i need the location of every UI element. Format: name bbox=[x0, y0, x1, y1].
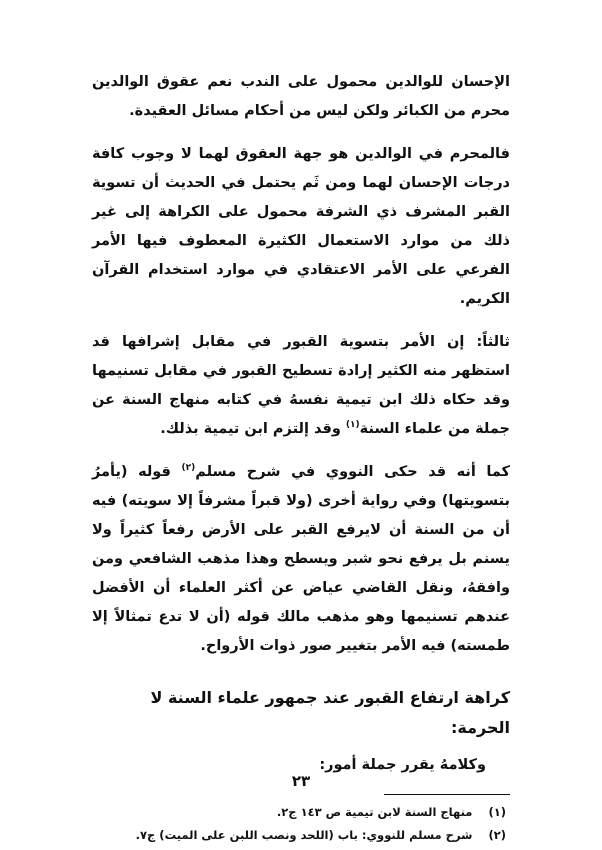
paragraph-3 bbox=[92, 328, 510, 444]
footnote-2 bbox=[92, 824, 510, 847]
paragraph-1 bbox=[92, 68, 510, 126]
paragraph-4-text-b: قوله (يأمرُ بتسويتها) وفي رواية أخرى (ولا قبراً مشرفاً إلا سويته) فيه أن من السنة أن لايرفع القبر على الأرض رفعاً كثيراً ولا يسنم بل يرفع نحو شبر ويسطح وهذا مذهب الشافعي ومن وافقهُ، ونقل القاضي عياض عن أكثر العلماء أن الأفضل عندهم تسنيمها وهو مذهب مالك قوله (أن لا تدع تمثالاً إلا طمسته) فيه الأمر بتغيير صور ذوات الأرواح. bbox=[92, 464, 510, 654]
footnote-2-text: شرح مسلم للنووي: باب (اللحد ونصب اللبن على الميت) ج٧. bbox=[135, 828, 473, 842]
paragraph-1-text: الإحسان للوالدين محمول على الندب نعم عقوق الوالدين محرم من الكبائر ولكن ليس من أحكام مسائل العقيدة. bbox=[92, 74, 510, 119]
paragraph-4 bbox=[92, 458, 510, 661]
closing-line: وكلامهُ يقرر جملة أمور: bbox=[319, 757, 486, 773]
paragraph-2-text: فالمحرم في الوالدين هو جهة العقوق لهما لا وجوب كافة درجات الإحسان لهما ومن ثَم يحتمل في الحديث أن تسوية القبر المشرف ذي الشرفة محمول على الكراهة إلى غير ذلك من موارد الاستعمال الكثيرة المعطوف فيها الأمر الفرعي على الأمر الاعتقادي في موارد استخدام القرآن الكريم. bbox=[92, 146, 510, 307]
footnote-ref-2: (٢) bbox=[181, 463, 196, 474]
page-number: ٢٣ bbox=[291, 772, 311, 790]
paragraph-2 bbox=[92, 140, 510, 314]
footnote-1-number: (١) bbox=[488, 805, 506, 819]
footnote-1-text: منهاج السنة لابن تيمية ص ١٤٣ ج٢. bbox=[276, 805, 473, 819]
paragraph-4-text-a: كما أنه قد حكى النووي في شرح مسلم bbox=[195, 464, 510, 480]
footnote-ref-1: (١) bbox=[345, 420, 360, 431]
footnote-2-number: (٢) bbox=[488, 828, 506, 842]
section-heading: كراهة ارتفاع القبور عند جمهور علماء السنة لا الحرمة: bbox=[150, 688, 510, 737]
paragraph-3-text-b: وقد إلتزم ابن تيمية بذلك. bbox=[160, 421, 341, 437]
footnote-1 bbox=[92, 801, 510, 824]
paragraph-3-text-a: إن الأمر بتسوية القبور في مقابل إشرافها قد استظهر منه الكثير إرادة تسطيح القبور في مقابل تسنيمها وقد حكاه ذلك ابن تيمية نفسهُ في كتابه منهاج السنة عن جملة من علماء السنة bbox=[92, 334, 510, 437]
page-body bbox=[92, 68, 510, 847]
paragraph-3-lead: ثالثاً: bbox=[476, 334, 510, 350]
footnote-divider bbox=[384, 794, 510, 795]
